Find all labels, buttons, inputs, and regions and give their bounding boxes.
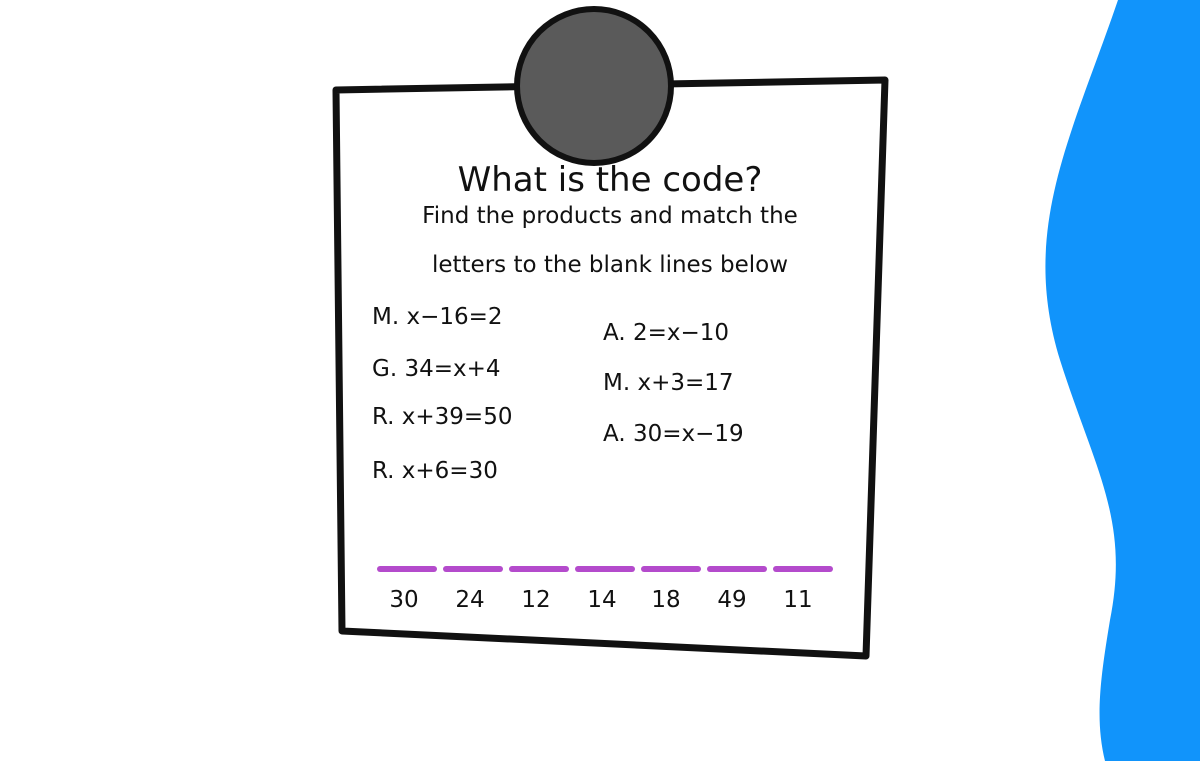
instruction-line-1: Find the products and match the [422,203,798,229]
answer-number: 18 [651,587,681,613]
answer-number: 12 [521,587,551,613]
equation-right-2: M. x+3=17 [603,370,734,396]
answer-number: 30 [389,587,419,613]
blue-wave-shape [1045,0,1200,761]
equation-left-3: R. x+39=50 [372,404,513,430]
equation-left-4: R. x+6=30 [372,458,498,484]
answer-number: 24 [455,587,485,613]
answer-number: 49 [717,587,747,613]
instruction-line-2: letters to the blank lines below [431,252,789,278]
answer-number: 14 [587,587,617,613]
equation-right-1: A. 2=x−10 [603,320,730,346]
equation-left-2: G. 34=x+4 [372,356,501,382]
equation-left-1: M. x−16=2 [372,304,503,330]
pin-circle [517,9,671,163]
answer-number: 11 [783,587,813,613]
page-title: What is the code? [457,160,763,200]
equation-right-3: A. 30=x−19 [603,421,744,447]
